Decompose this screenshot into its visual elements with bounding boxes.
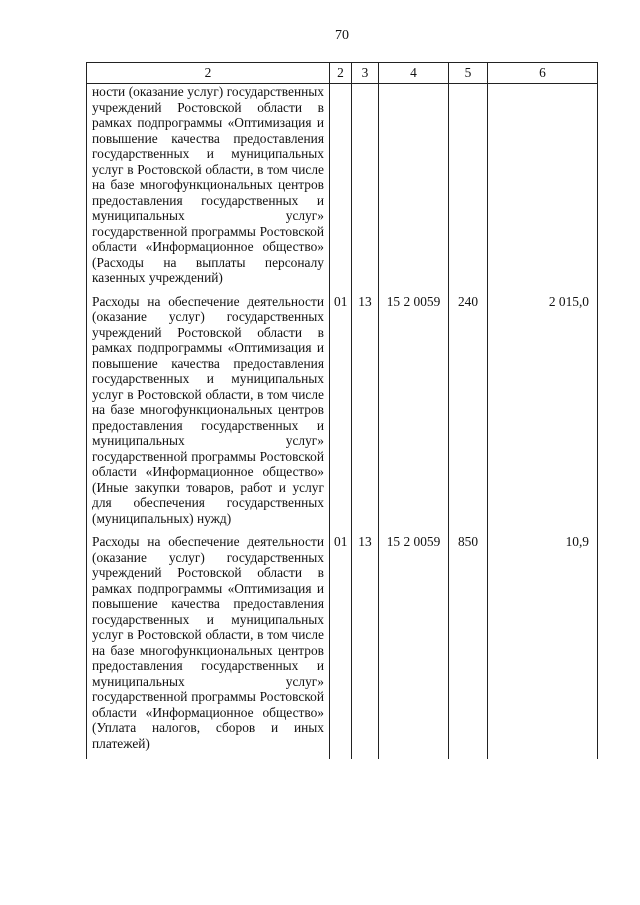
row-sum: 2 015,0 <box>488 294 598 535</box>
table-row <box>87 534 598 759</box>
row-description: Расходы на обеспечение деятельности (оказание услуг) государственных учреждений Ростовской области в рамках подпрограммы «Оптимизация и повышение качества предоставления государственных и муниципальных услуг в Ростовской области, в том числе на базе многофункциональных центров предоставления государственных и муниципальных услуг» государственной программы Ростовской области «Информационное общество» (Иные закупки товаров, работ и услуг для обеспечения государственных (муниципальных) нужд) <box>87 294 330 535</box>
row-expense-type: 240 <box>449 294 488 535</box>
row-target-article <box>379 84 449 294</box>
row-section: 01 <box>330 534 352 759</box>
row-subsection <box>352 84 379 294</box>
budget-table <box>86 62 598 759</box>
row-target-article: 15 2 0059 <box>379 294 449 535</box>
page-number: 70 <box>335 28 349 43</box>
row-description: Расходы на обеспечение деятельности (оказание услуг) государственных учреждений Ростовской области в рамках подпрограммы «Оптимизация и повышение качества предоставления государственных и муниципальных услуг в Ростовской области, в том числе на базе многофункциональных центров предоставления государственных и муниципальных услуг» государственной программы Ростовской области «Информационное общество» (Уплата налогов, сборов и иных платежей) <box>87 534 330 759</box>
column-number-row <box>87 63 598 84</box>
column-header-target-article: 4 <box>379 63 449 84</box>
row-subsection: 13 <box>352 534 379 759</box>
table-row <box>87 84 598 294</box>
row-target-article: 15 2 0059 <box>379 534 449 759</box>
row-expense-type: 850 <box>449 534 488 759</box>
column-header-expense-type: 5 <box>449 63 488 84</box>
column-header-section: 2 <box>330 63 352 84</box>
row-section <box>330 84 352 294</box>
row-section: 01 <box>330 294 352 535</box>
row-sum: 10,9 <box>488 534 598 759</box>
row-subsection: 13 <box>352 294 379 535</box>
row-expense-type <box>449 84 488 294</box>
table-row <box>87 294 598 535</box>
row-sum <box>488 84 598 294</box>
row-description: ности (оказание услуг) государственных учреждений Ростовской области в рамках подпрограммы «Оптимизация и повышение качества предоставления государственных и муниципальных услуг в Ростовской области, в том числе на базе многофункциональных центров предоставления государственных и муниципальных услуг» государственной программы Ростовской области «Информационное общество» (Расходы на выплаты персоналу казенных учреждений) <box>87 84 330 294</box>
column-header-subsection: 3 <box>352 63 379 84</box>
column-header-sum: 6 <box>488 63 598 84</box>
column-header-description: 2 <box>87 63 330 84</box>
